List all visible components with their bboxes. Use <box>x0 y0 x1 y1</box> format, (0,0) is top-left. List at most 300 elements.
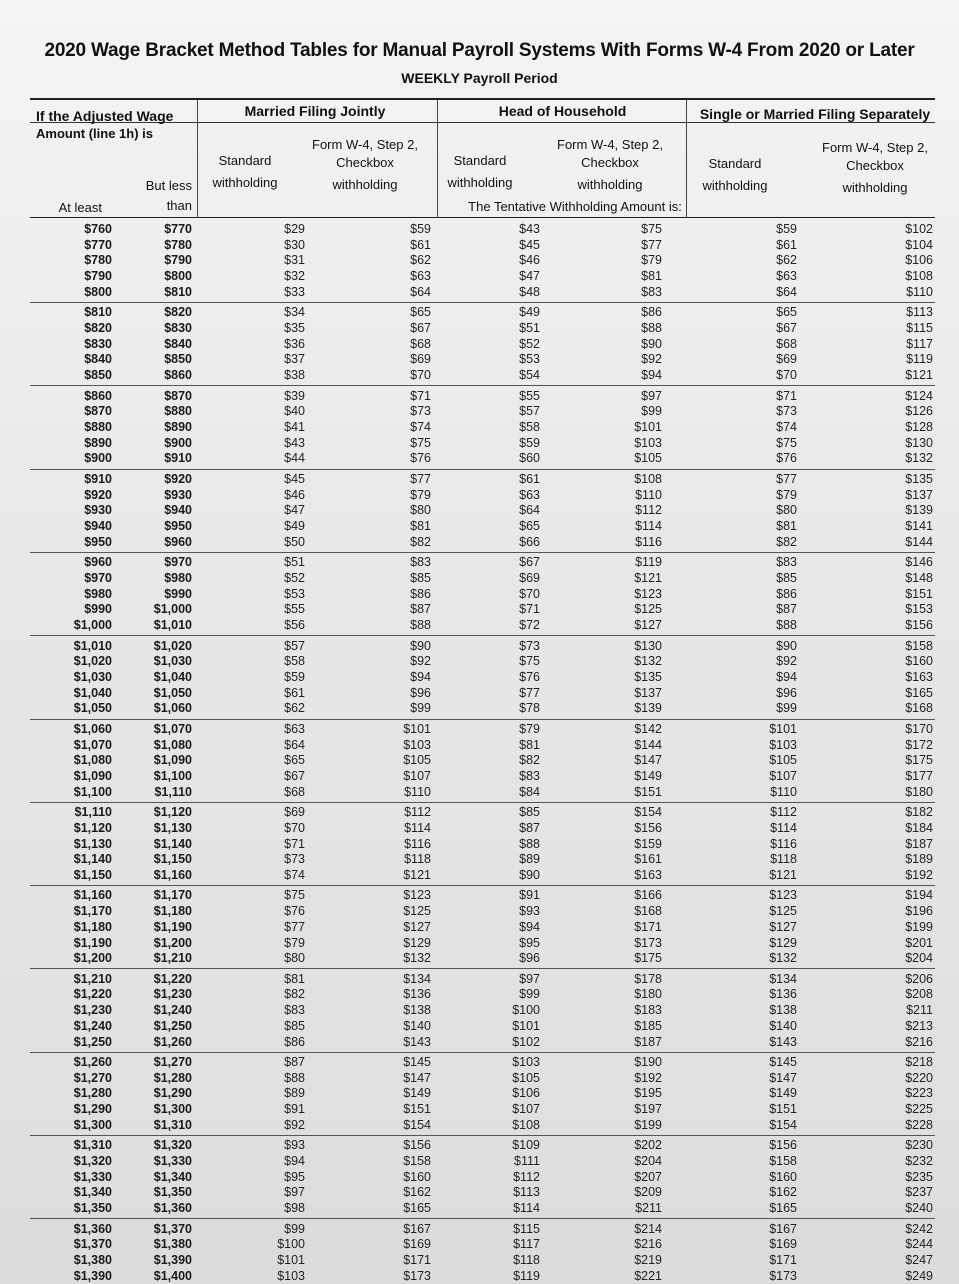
mfj-checkbox-cell: $167 <box>403 1221 431 1236</box>
hoh-checkbox-cell: $94 <box>641 368 662 383</box>
mfj-checkbox-cell: $103 <box>403 737 431 752</box>
table-row <box>0 888 959 904</box>
mfj-standard-cell: $79 <box>284 935 305 950</box>
at-least-cell: $990 <box>84 602 112 617</box>
but-less-than-cell: $900 <box>164 435 192 450</box>
at-least-cell: $860 <box>84 388 112 403</box>
hoh-standard-cell: $114 <box>513 1201 540 1216</box>
but-less-than-cell: $790 <box>164 253 192 268</box>
but-less-than-cell: $970 <box>164 555 192 570</box>
table-row <box>0 321 959 337</box>
mfj-checkbox-cell: $114 <box>404 820 431 835</box>
mfj-checkbox-cell: $74 <box>410 420 431 434</box>
table-row <box>0 1269 959 1284</box>
single-checkbox-cell: $177 <box>905 768 933 783</box>
mfj-standard-cell: $56 <box>284 618 305 632</box>
hoh-checkbox-cell: $142 <box>634 721 662 736</box>
hoh-checkbox-cell: $197 <box>634 1102 662 1117</box>
single-checkbox-cell: $153 <box>905 602 933 617</box>
group-divider <box>30 719 935 720</box>
single-standard-cell: $81 <box>776 519 797 533</box>
at-least-cell: $1,190 <box>73 935 112 950</box>
mfj-standard-cell: $82 <box>284 987 305 1002</box>
hoh-checkbox-cell: $211 <box>635 1201 662 1216</box>
at-least-cell: $1,100 <box>73 784 112 799</box>
but-less-than-cell: $1,230 <box>153 987 192 1002</box>
hoh-standard-cell: $54 <box>519 368 540 383</box>
at-least-cell: $1,350 <box>73 1201 112 1216</box>
hoh-standard-cell: $71 <box>519 602 540 617</box>
table-row <box>0 472 959 488</box>
mfj-checkbox-cell: $73 <box>410 404 431 419</box>
hoh-standard-cell: $63 <box>519 487 540 502</box>
hoh-checkbox-cell: $90 <box>641 336 662 351</box>
single-checkbox-cell: $128 <box>905 420 933 434</box>
table-row <box>0 1237 959 1253</box>
hoh-standard-cell: $87 <box>519 820 540 835</box>
table-row <box>0 821 959 837</box>
but-less-than-cell: $1,210 <box>153 951 192 966</box>
but-less-than-cell: $1,190 <box>153 919 192 934</box>
but-less-than-cell: $1,180 <box>153 904 192 919</box>
single-standard-cell: $114 <box>770 820 797 835</box>
mfj-standard-cell: $70 <box>284 820 305 835</box>
single-checkbox-cell: $135 <box>905 471 933 486</box>
single-standard-cell: $103 <box>769 737 797 752</box>
heading-married-filing-jointly: Married Filing Jointly <box>244 103 386 119</box>
single-checkbox-cell: $196 <box>905 904 933 919</box>
single-standard-cell: $70 <box>776 368 797 383</box>
hoh-checkbox-cell: $185 <box>634 1018 662 1033</box>
mfj-checkbox-cell: $62 <box>410 253 431 268</box>
at-least-cell: $800 <box>84 284 112 299</box>
mfj-checkbox-cell: $118 <box>404 852 431 867</box>
table-row <box>0 1019 959 1035</box>
hoh-standard-cell: $102 <box>512 1034 540 1049</box>
group-divider <box>30 552 935 553</box>
table-row <box>0 1071 959 1087</box>
table-row <box>0 1003 959 1019</box>
table-row <box>0 920 959 936</box>
but-less-than-cell: $930 <box>164 487 192 502</box>
hoh-standard-cell: $117 <box>513 1237 540 1252</box>
but-less-than-cell: $1,400 <box>153 1268 192 1283</box>
but-less-than-cell: $1,050 <box>153 685 192 700</box>
but-less-than-cell: $1,110 <box>154 784 192 799</box>
mfj-checkbox-cell: $96 <box>410 685 431 700</box>
hoh-checkbox-cell: $88 <box>641 321 662 335</box>
table-row <box>0 837 959 853</box>
hoh-checkbox-cell: $116 <box>635 534 662 549</box>
single-checkbox-cell: $119 <box>906 352 933 367</box>
hoh-standard-cell: $46 <box>519 253 540 268</box>
at-least-cell: $1,200 <box>73 951 112 966</box>
single-checkbox-cell: $139 <box>905 503 933 518</box>
hoh-standard-cell: $78 <box>519 701 540 716</box>
single-standard-cell: $69 <box>776 352 797 367</box>
mfj-checkbox-cell: $75 <box>410 435 431 450</box>
mfj-standard-cell: $93 <box>284 1138 305 1153</box>
at-least-cell: $940 <box>84 519 112 533</box>
mfj-standard-cell: $38 <box>284 368 305 383</box>
hoh-standard-cell: $73 <box>519 638 540 653</box>
single-standard-cell: $86 <box>776 586 797 601</box>
hoh-checkbox-cell: $221 <box>634 1268 662 1283</box>
mfj-standard-cell: $92 <box>284 1117 305 1132</box>
mfj-checkbox-cell: $151 <box>403 1102 431 1117</box>
single-standard-cell: $85 <box>776 570 797 585</box>
mfj-checkbox-cell: $81 <box>410 519 431 533</box>
mfj-checkbox-cell: $158 <box>403 1154 431 1168</box>
table-row <box>0 769 959 785</box>
mfj-standard-cell: $32 <box>284 269 305 284</box>
at-least-cell: $1,180 <box>73 919 112 934</box>
single-standard-cell: $154 <box>769 1117 797 1132</box>
at-least-cell: $950 <box>84 534 112 549</box>
at-least-cell: $900 <box>84 451 112 466</box>
but-less-than-cell: $1,160 <box>153 867 192 882</box>
but-less-than-cell: $1,380 <box>153 1237 192 1252</box>
hoh-standard-cell: $103 <box>512 1055 540 1069</box>
but-less-than-cell: $1,280 <box>153 1070 192 1085</box>
mfj-checkbox-cell: $86 <box>410 586 431 601</box>
single-standard-cell: $63 <box>776 269 797 284</box>
single-standard-cell: $158 <box>769 1154 797 1168</box>
table-row <box>0 238 959 254</box>
at-least-cell: $870 <box>84 404 112 419</box>
mfj-checkbox-cell: $71 <box>410 388 431 403</box>
single-standard-cell: $76 <box>776 451 797 466</box>
single-step2-line3: withholding <box>842 180 908 195</box>
table-row <box>0 738 959 754</box>
mfj-standard-cell: $29 <box>284 222 305 236</box>
table-row <box>0 503 959 519</box>
mfj-standard-cell: $30 <box>284 237 305 252</box>
hoh-standard-cell: $95 <box>519 935 540 950</box>
single-checkbox-cell: $102 <box>905 222 933 236</box>
single-standard-cell: $75 <box>776 435 797 450</box>
but-less-than-cell: $1,140 <box>153 836 192 851</box>
but-less-than-cell: $1,080 <box>153 737 192 752</box>
single-standard-cell: $160 <box>769 1169 797 1184</box>
single-checkbox-cell: $187 <box>905 836 933 851</box>
single-checkbox-cell: $126 <box>905 404 933 419</box>
mfj-standard-cell: $89 <box>284 1086 305 1101</box>
single-checkbox-cell: $146 <box>905 555 933 570</box>
at-least-cell: $960 <box>84 555 112 570</box>
single-standard-cell: $79 <box>776 487 797 502</box>
group-divider <box>30 635 935 636</box>
single-checkbox-cell: $168 <box>905 701 933 716</box>
mfj-standard-cell: $51 <box>284 555 305 570</box>
table-row <box>0 1086 959 1102</box>
hoh-checkbox-cell: $187 <box>634 1034 662 1049</box>
but-less-than-cell: $940 <box>164 503 192 518</box>
hoh-checkbox-cell: $135 <box>634 669 662 684</box>
mfj-step2-line2: Checkbox <box>336 155 394 170</box>
table-row <box>0 555 959 571</box>
single-standard-cell: $143 <box>769 1034 797 1049</box>
hoh-standard-cell: $90 <box>519 867 540 882</box>
mfj-checkbox-cell: $123 <box>403 888 431 903</box>
mfj-standard-cell: $97 <box>284 1185 305 1200</box>
but-less-than-cell: $1,360 <box>153 1201 192 1216</box>
heading-head-of-household: Head of Household <box>498 103 627 119</box>
but-less-than-cell: $890 <box>164 420 192 434</box>
hoh-checkbox-cell: $168 <box>634 904 662 919</box>
single-checkbox-cell: $199 <box>905 919 933 934</box>
hoh-standard-cell: $99 <box>519 987 540 1002</box>
hoh-checkbox-cell: $127 <box>634 618 662 632</box>
single-standard-cell: $125 <box>769 904 797 919</box>
single-standard-cell: $116 <box>770 836 797 851</box>
single-standard-cell: $112 <box>770 805 797 820</box>
table-row <box>0 285 959 301</box>
but-less-than-cell: $950 <box>164 519 192 533</box>
single-checkbox-cell: $160 <box>905 654 933 669</box>
hoh-standard-cell: $52 <box>519 336 540 351</box>
mfj-checkbox-cell: $70 <box>410 368 431 383</box>
hoh-standard-cell: $51 <box>519 321 540 335</box>
mfj-checkbox-cell: $134 <box>403 971 431 986</box>
hoh-standard-cell: $106 <box>512 1086 540 1101</box>
single-standard-cell: $156 <box>769 1138 797 1153</box>
hoh-checkbox-cell: $97 <box>641 388 662 403</box>
table-row <box>0 352 959 368</box>
at-least-cell: $1,210 <box>73 971 112 986</box>
mfj-standard-cell: $100 <box>277 1237 305 1252</box>
mfj-checkbox-cell: $129 <box>403 935 431 950</box>
single-standard-cell: $99 <box>776 701 797 716</box>
hoh-standard-cell: $107 <box>512 1102 540 1117</box>
at-least-cell: $1,010 <box>73 638 112 653</box>
hoh-standard-cell: $97 <box>519 971 540 986</box>
at-least-cell: $1,230 <box>73 1003 112 1018</box>
single-checkbox-cell: $223 <box>905 1086 933 1101</box>
single-standard-cell: $110 <box>770 784 797 799</box>
mfj-standard-cell: $69 <box>284 805 305 820</box>
but-less-than-cell: $860 <box>164 368 192 383</box>
single-checkbox-cell: $121 <box>905 368 933 383</box>
hoh-step2-line2: Checkbox <box>581 155 639 170</box>
single-standard-cell: $151 <box>769 1102 797 1117</box>
hoh-checkbox-cell: $130 <box>634 638 662 653</box>
but-less-than-cell: $1,370 <box>153 1221 192 1236</box>
mfj-checkbox-cell: $80 <box>410 503 431 518</box>
hoh-standard-cell: $111 <box>514 1154 540 1168</box>
but-less-line1: But less <box>145 178 192 193</box>
hoh-checkbox-cell: $144 <box>634 737 662 752</box>
but-less-line2: than <box>166 198 192 213</box>
mfj-checkbox-cell: $94 <box>410 669 431 684</box>
at-least-cell: $1,260 <box>73 1055 112 1069</box>
hoh-standard-cell: $96 <box>519 951 540 966</box>
at-least-cell: $840 <box>84 352 112 367</box>
mfj-checkbox-cell: $64 <box>410 284 431 299</box>
table-row <box>0 368 959 384</box>
but-less-than-cell: $1,270 <box>153 1055 192 1069</box>
at-least-cell: $1,000 <box>73 618 112 632</box>
at-least-cell: $1,120 <box>73 820 112 835</box>
single-checkbox-cell: $213 <box>905 1018 933 1033</box>
but-less-than-cell: $770 <box>164 222 192 236</box>
single-standard-cell: $165 <box>769 1201 797 1216</box>
at-least-cell: $1,250 <box>73 1034 112 1049</box>
mfj-checkbox-cell: $112 <box>404 805 431 820</box>
single-checkbox-cell: $211 <box>906 1003 933 1018</box>
single-standard-cell: $173 <box>769 1268 797 1283</box>
hoh-checkbox-cell: $123 <box>634 586 662 601</box>
single-checkbox-cell: $201 <box>905 935 933 950</box>
but-less-than-cell: $980 <box>164 570 192 585</box>
but-less-than-cell: $870 <box>164 388 192 403</box>
hoh-checkbox-cell: $125 <box>634 602 662 617</box>
single-standard-cell: $169 <box>769 1237 797 1252</box>
hoh-checkbox-cell: $86 <box>641 305 662 320</box>
table-row <box>0 222 959 238</box>
hoh-checkbox-cell: $149 <box>634 768 662 783</box>
mfj-standard-cell: $83 <box>284 1003 305 1018</box>
mfj-step2-line1: Form W-4, Step 2, <box>312 137 418 152</box>
group-divider <box>30 1218 935 1219</box>
hoh-standard-cell: $93 <box>519 904 540 919</box>
hoh-checkbox-cell: $192 <box>634 1070 662 1085</box>
hoh-checkbox-cell: $209 <box>634 1185 662 1200</box>
but-less-than-cell: $1,150 <box>153 852 192 867</box>
at-least-cell: $1,060 <box>73 721 112 736</box>
table-row <box>0 852 959 868</box>
mfj-standard-cell: $35 <box>284 321 305 335</box>
mfj-checkbox-cell: $67 <box>410 321 431 335</box>
at-least-cell: $1,110 <box>74 805 112 820</box>
hoh-checkbox-cell: $108 <box>634 471 662 486</box>
single-standard-cell: $171 <box>769 1253 797 1267</box>
but-less-than-cell: $830 <box>164 321 192 335</box>
group-divider <box>30 302 935 303</box>
mfj-standard-cell: $44 <box>284 451 305 466</box>
hoh-checkbox-cell: $183 <box>634 1003 662 1018</box>
hoh-checkbox-cell: $92 <box>641 352 662 367</box>
hoh-checkbox-cell: $180 <box>634 987 662 1002</box>
mfj-checkbox-cell: $83 <box>410 555 431 570</box>
mfj-checkbox-cell: $138 <box>403 1003 431 1018</box>
single-standard-cell: $134 <box>769 971 797 986</box>
table-row <box>0 404 959 420</box>
group-divider <box>30 385 935 386</box>
heading-single: Single or Married Filing Separately <box>699 106 931 122</box>
table-row <box>0 1102 959 1118</box>
but-less-than-cell: $910 <box>164 451 192 466</box>
mfj-checkbox-cell: $156 <box>403 1138 431 1153</box>
mfj-standard-cell: $76 <box>284 904 305 919</box>
single-standard-cell: $73 <box>776 404 797 419</box>
hoh-standard-cell: $60 <box>519 451 540 466</box>
at-least-cell: $1,240 <box>73 1018 112 1033</box>
table-row <box>0 1170 959 1186</box>
table-row <box>0 701 959 717</box>
hoh-checkbox-cell: $81 <box>641 269 662 284</box>
single-standard-head <box>695 156 775 194</box>
single-standard-cell: $90 <box>776 638 797 653</box>
mfj-standard-cell: $31 <box>284 253 305 268</box>
at-least-cell: $1,130 <box>73 836 112 851</box>
but-less-than-cell: $1,100 <box>153 768 192 783</box>
mfj-checkbox-cell: $140 <box>403 1018 431 1033</box>
single-standard-cell: $101 <box>769 721 797 736</box>
at-least-cell: $1,310 <box>73 1138 112 1153</box>
table-row <box>0 785 959 801</box>
at-least-cell: $1,160 <box>73 888 112 903</box>
but-less-than-cell: $1,290 <box>153 1086 192 1101</box>
at-least-cell: $1,030 <box>73 669 112 684</box>
single-checkbox-cell: $184 <box>905 820 933 835</box>
at-least-cell: $1,370 <box>73 1237 112 1252</box>
single-checkbox-cell: $242 <box>905 1221 933 1236</box>
hoh-checkbox-cell: $151 <box>634 784 662 799</box>
hoh-checkbox-cell: $166 <box>634 888 662 903</box>
mfj-checkbox-cell: $82 <box>410 534 431 549</box>
single-standard-cell: $77 <box>776 471 797 486</box>
but-less-than-cell: $1,240 <box>153 1003 192 1018</box>
single-checkbox-cell: $163 <box>905 669 933 684</box>
hoh-step2-line1: Form W-4, Step 2, <box>557 137 663 152</box>
at-least-cell: $1,050 <box>73 701 112 716</box>
single-checkbox-cell: $249 <box>905 1268 933 1283</box>
single-checkbox-cell: $175 <box>905 753 933 768</box>
but-less-than-cell: $1,020 <box>153 638 192 653</box>
mfj-checkbox-cell: $63 <box>410 269 431 284</box>
single-standard-cell: $82 <box>776 534 797 549</box>
single-step2-line1: Form W-4, Step 2, <box>822 140 928 155</box>
mfj-checkbox-cell: $154 <box>403 1117 431 1132</box>
but-less-than-cell: $1,000 <box>153 602 192 617</box>
single-checkbox-cell: $235 <box>905 1169 933 1184</box>
mfj-standard-cell: $88 <box>284 1070 305 1085</box>
hoh-standard-cell: $48 <box>519 284 540 299</box>
mfj-standard-cell: $33 <box>284 284 305 299</box>
at-least-cell: $910 <box>84 471 112 486</box>
tentative-amount-label: The Tentative Withholding Amount is: <box>468 199 682 214</box>
single-standard-word: Standard <box>708 156 762 171</box>
but-less-than-cell: $920 <box>164 471 192 486</box>
single-checkbox-cell: $230 <box>905 1138 933 1153</box>
single-standard-cell: $136 <box>769 987 797 1002</box>
single-checkbox-cell: $247 <box>905 1253 933 1267</box>
mfj-standard-cell: $86 <box>284 1034 305 1049</box>
table-row <box>0 686 959 702</box>
hoh-standard-cell: $76 <box>519 669 540 684</box>
but-less-than-cell: $960 <box>164 534 192 549</box>
hoh-standard-cell: $118 <box>513 1253 540 1267</box>
hoh-checkbox-cell: $132 <box>634 654 662 669</box>
mfj-checkbox-cell: $121 <box>403 867 431 882</box>
at-least-cell: $1,040 <box>73 685 112 700</box>
at-least-cell: $970 <box>84 570 112 585</box>
single-standard-cell: $149 <box>769 1086 797 1101</box>
mfj-standard-cell: $40 <box>284 404 305 419</box>
hoh-standard-cell: $58 <box>519 420 540 434</box>
single-checkbox-cell: $158 <box>905 638 933 653</box>
table-row <box>0 868 959 884</box>
at-least-cell: $1,090 <box>73 768 112 783</box>
single-standard-cell: $147 <box>769 1070 797 1085</box>
table-row <box>0 488 959 504</box>
mfj-checkbox-cell: $143 <box>403 1034 431 1049</box>
table-row <box>0 269 959 285</box>
mfj-checkbox-cell: $116 <box>404 836 431 851</box>
single-standard-cell: $59 <box>776 222 797 236</box>
mfj-checkbox-cell: $171 <box>403 1253 431 1267</box>
